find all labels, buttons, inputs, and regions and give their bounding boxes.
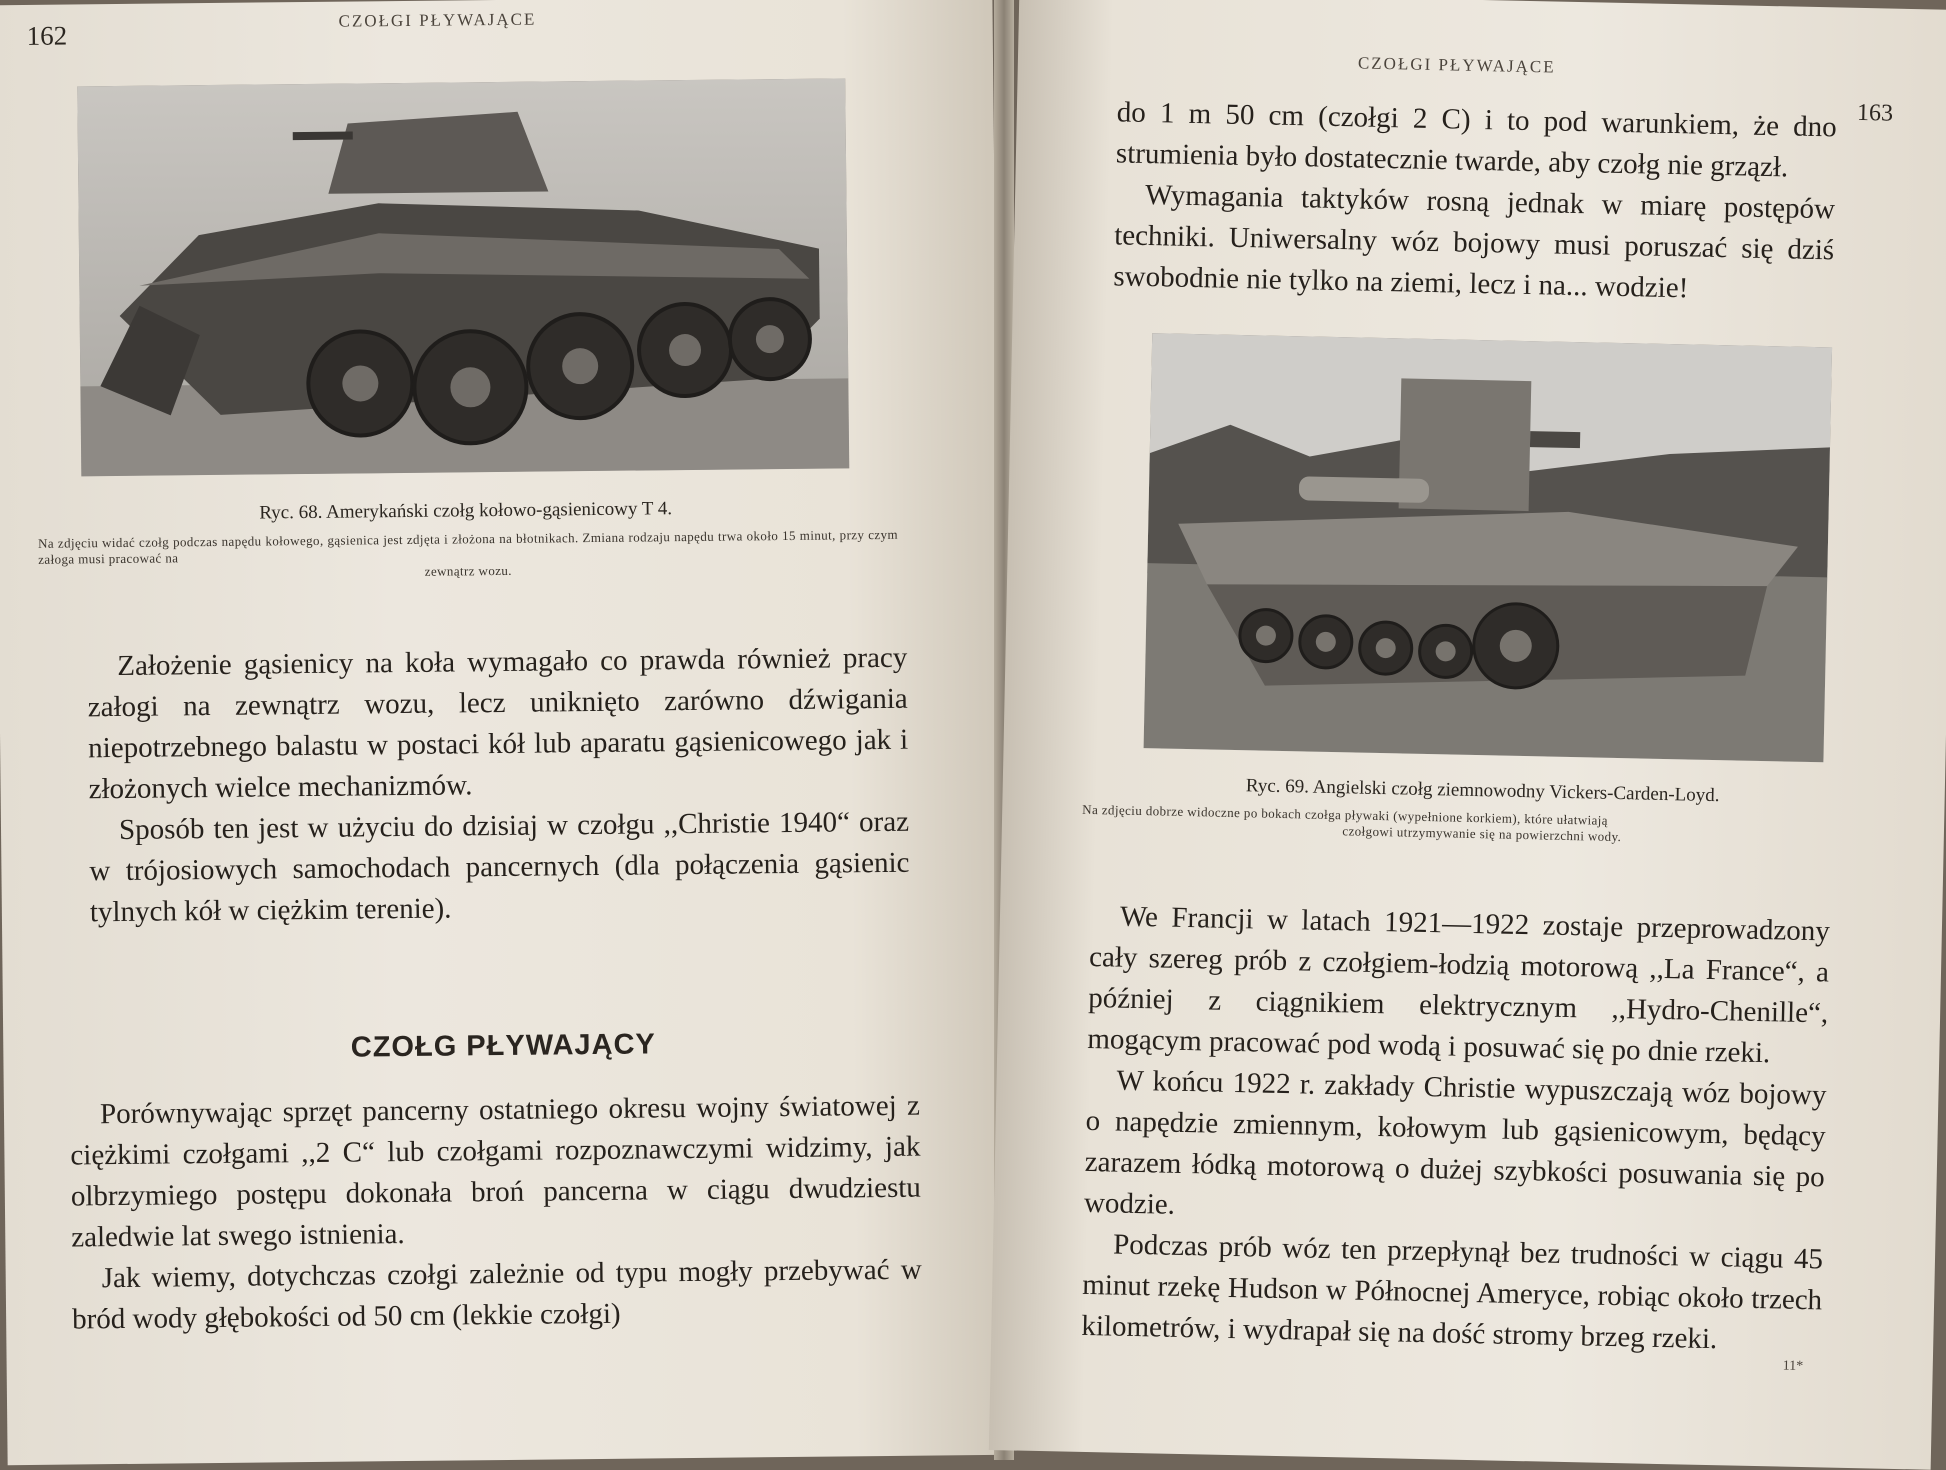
paragraph: Porównywając sprzęt pancerny ostatniego okresu wojny światowej z ciężkimi czołgami ,,2 C“ lub czołgami rozpoznawczymi widzimy, jak olbrzymiego postępu dokonała broń pancerna w ciągu dwudziestu zaledwie lat swego istnienia. (70, 1089, 921, 1254)
figure-69-title: Ryc. 69. Angielski czołg ziemnowodny Vickers-Carden-Loyd. (1245, 775, 1720, 807)
paragraph: We Francji w latach 1921—1922 zostaje przeprowadzony cały szereg prób z czołgiem-łodzią motorową ,,La France“, a później z ciągnikiem elektrycznym ,,Hydro-Chenille“, mogącym pracować pod wodą i posuwać się po dnie rzeki. (1087, 900, 1831, 1070)
signature-mark: 11* (1782, 1358, 1804, 1375)
paragraph: Sposób ten jest w użyciu do dzisiaj w czołgu ,,Christie 1940“ oraz w trójosiowych samochodach pancernych (dla połączenia gąsienic tylnych kół w ciężkim terenie). (89, 805, 910, 929)
figure-68-title: Ryc. 68. Amerykański czołg kołowo-gąsienicowy T 4. (259, 498, 673, 524)
paragraph: Założenie gąsienicy na koła wymagało co prawda również pracy załogi na zewnątrz wozu, lecz uniknięto zarówno dźwigania niepotrzebnego balastu w postaci kół lub aparatu gąsienicowego jak i złożonych wielce mechanizmów. (87, 641, 909, 806)
left-text-block-1 (87, 638, 910, 934)
running-head: CZOŁGI PŁYWAJĄCE (1357, 53, 1556, 77)
figure-68-caption-body: Na zdjęciu widać czołg podczas napędu kołowego, gąsienica jest zdjęta i złożona na błotnikach. Zmiana rodzaju napędu trwa około 15 minut, przy czym załoga musi pracować na (37, 526, 899, 567)
running-head: CZOŁGI PŁYWAJĄCE (338, 9, 537, 31)
right-text-block-1 (1113, 92, 1837, 312)
figure-69-caption-tail: czołgowi utrzymywanie się na powierzchni wody. (1342, 823, 1622, 845)
right-text-block-2 (1081, 896, 1830, 1362)
tank-t4-photo (77, 78, 849, 476)
right-page (989, 0, 1946, 1470)
figure-68-caption-tail: zewnątrz wozu. (424, 562, 512, 579)
paragraph: W końcu 1922 r. zakłady Christie wypuszczają wóz bojowy o napędzie zmiennym, kołowym lub gąsienicowym, będący zarazem łódką motorową o dużej szybkości posuwania się po wodzie. (1083, 1064, 1827, 1221)
paragraph: Wymagania taktyków rosną jednak w miarę postępów techniki. Uniwersalny wóz bojowy musi poruszać się dziś swobodnie nie tylko na ziemi, lecz i na... wodzie! (1113, 178, 1836, 305)
page-number: 163 (1856, 99, 1894, 127)
paragraph: Podczas prób wóz ten przepłynął bez trudności w ciągu 45 minut rzekę Hudson w Północnej Ameryce, robiąc około trzech kilometrów, i wydrapał się na dość stromy brzeg rzeki. (1081, 1228, 1824, 1356)
page-number: 162 (26, 20, 68, 51)
figure-68-caption (38, 527, 898, 584)
left-text-block-2 (70, 1086, 923, 1341)
paragraph: do 1 m 50 cm (czołgi 2 C) i to pod warunkiem, że dno strumienia było dostatecznie twarde, aby czołg nie grzązł. (1115, 96, 1838, 184)
figure-69-caption-body: Na zdjęciu dobrze widoczne po bokach czołga pływaki (wypełnione korkiem), które ułatwiają (1082, 801, 1609, 828)
figure-69-caption (1082, 802, 1882, 851)
paragraph: Jak wiemy, dotychczas czołgi zależnie od typu mogły przebywać w bród wody głębokości od 50 cm (lekkie czołgi) (71, 1253, 922, 1336)
section-heading: CZOŁG PŁYWAJĄCY (350, 1028, 656, 1064)
vickers-carden-loyd-photo (1144, 333, 1833, 762)
